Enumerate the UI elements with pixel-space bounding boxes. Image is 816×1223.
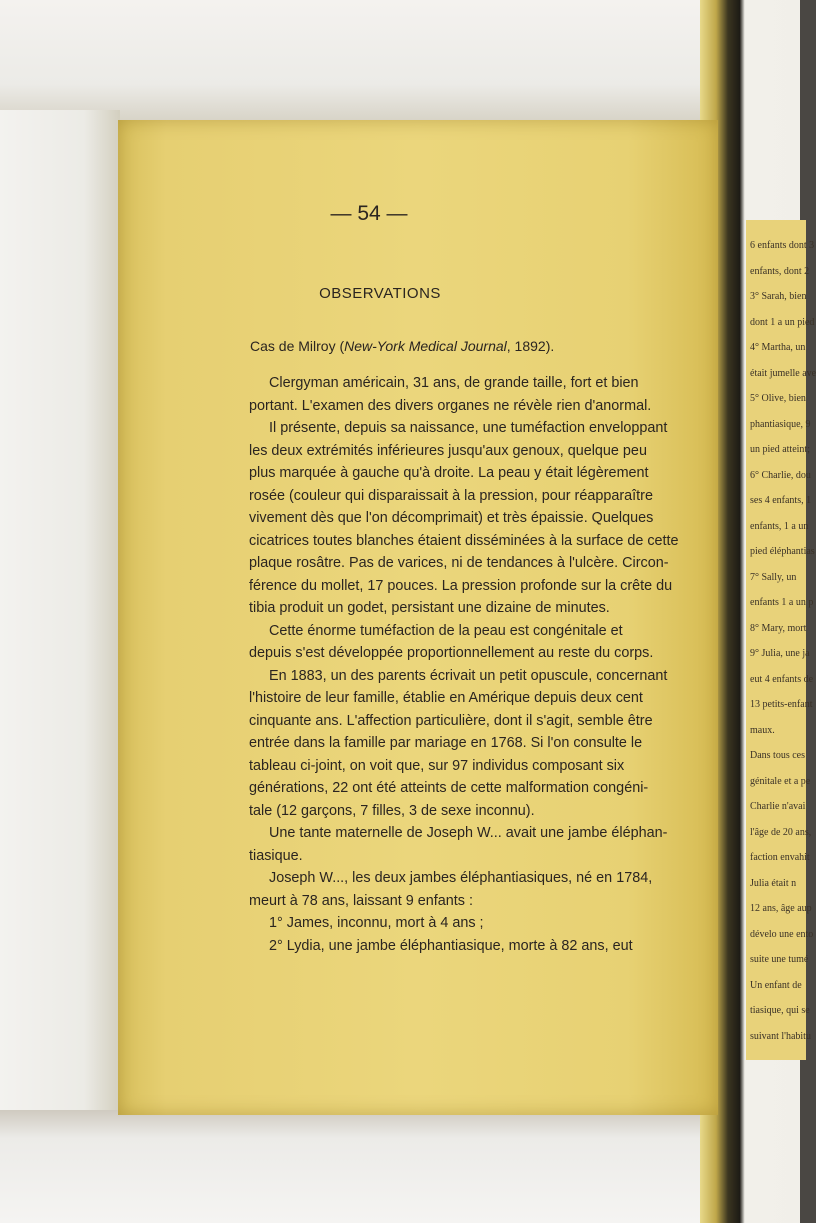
facing-text-line: Charlie n'avai — [750, 801, 806, 812]
photo-background-bottom — [0, 1110, 740, 1223]
paragraph — [249, 912, 701, 935]
photo-background-left — [0, 110, 120, 1120]
paragraph — [249, 372, 701, 417]
facing-text-line: 6 enfants dont 3 — [750, 240, 815, 251]
text-line: les deux extrémités inférieures jusqu'aux genoux, quelque peu — [249, 442, 647, 459]
text-line: plus marquée à gauche qu'à droite. La peau y était légèrement — [249, 465, 649, 481]
text-line: portant. L'examen des divers organes ne révèle rien d'anormal. — [249, 397, 652, 414]
citation-prefix: Cas de Milroy ( — [250, 338, 345, 354]
facing-text-line: maux. — [750, 724, 775, 736]
facing-text-line: Julia était n — [750, 877, 797, 889]
paragraph — [249, 822, 701, 867]
facing-text-line: suivant l'habitu — [750, 1030, 811, 1042]
facing-text-line: 12 ans, âge aup — [750, 903, 812, 914]
facing-text-line: 9° Julia, une ja — [750, 648, 810, 659]
facing-text-line: faction envahit — [750, 852, 810, 863]
section-heading: OBSERVATIONS — [319, 285, 441, 302]
facing-text-line: enfants, dont 2 — [750, 265, 810, 277]
facing-text-line: 8° Mary, mort — [750, 622, 807, 634]
facing-text-line: 7° Sally, un — [750, 571, 797, 583]
text-line: 2° Lydia, une jambe éléphantiasique, morte à 82 ans, eut — [269, 937, 633, 954]
text-line: 1° James, inconnu, mort à 4 ans ; — [269, 915, 484, 931]
facing-text-line: pied éléphantias — [750, 546, 815, 557]
facing-text-line: 6° Charlie, dou — [750, 469, 811, 481]
facing-text-line: l'âge de 20 ans, — [750, 826, 812, 838]
text-line: Il présente, depuis sa naissance, une tuméfaction enveloppant — [269, 420, 668, 436]
text-line: générations, 22 ont été atteints de cette malformation congéni- — [249, 780, 649, 796]
text-line: Cette énorme tuméfaction de la peau est congénitale et — [269, 622, 623, 639]
body-text — [249, 372, 701, 957]
text-line: vivement dès que l'on décomprimait) et très épaissie. Quelques — [249, 510, 654, 526]
page-number: — 54 — — [330, 202, 408, 225]
facing-text-line: enfants, 1 a un — [750, 520, 809, 532]
text-line: cinquante ans. L'affection particulière, dont il s'agit, semble être — [249, 712, 653, 729]
text-line: depuis s'est développée proportionnellement au reste du corps. — [249, 645, 654, 661]
text-line: entrée dans la famille par mariage en 1768. Si l'on consulte le — [249, 735, 643, 751]
text-line: tibia produit un godet, persistant une dizaine de minutes. — [249, 600, 610, 616]
text-line: En 1883, un des parents écrivait un petit opuscule, concernant — [269, 667, 668, 684]
text-line: rosée (couleur qui disparaissait à la pression, pour réapparaître — [249, 487, 653, 504]
facing-text-line: était jumelle ave — [750, 367, 816, 379]
text-line: tiasique. — [249, 847, 303, 864]
facing-text-line: 4° Martha, un — [750, 342, 806, 353]
facing-text-line: Dans tous ces — [750, 750, 805, 761]
facing-text-line: 3° Sarah, bien — [750, 291, 807, 302]
text-line: meurt à 78 ans, laissant 9 enfants : — [249, 892, 473, 909]
text-line: cicatrices toutes blanches étaient disséminées à la surface de cette — [249, 532, 679, 549]
facing-text-line: un pied atteint; — [750, 444, 810, 455]
text-line: férence du mollet, 17 pouces. La pression profonde sur la crête du — [249, 577, 673, 594]
text-line: Clergyman américain, 31 ans, de grande taille, fort et bien — [269, 375, 639, 391]
case-citation — [250, 338, 690, 354]
facing-text-line: 13 petits-enfant — [750, 699, 813, 710]
facing-text-line: dévelo une ento — [750, 928, 814, 940]
facing-text-line: eut 4 enfants de — [750, 673, 814, 685]
facing-text-line: génitale et a pe — [750, 775, 811, 787]
text-line: l'histoire de leur famille, établie en Amérique depuis deux cent — [249, 690, 643, 706]
paragraph — [249, 867, 701, 912]
facing-page-edge — [740, 0, 816, 1223]
facing-text-line: Un enfant de — [750, 979, 802, 991]
text-line: Une tante maternelle de Joseph W... avait une jambe éléphan- — [269, 825, 668, 841]
paragraph — [249, 417, 701, 620]
facing-text-line: 5° Olive, bien — [750, 393, 806, 404]
paragraph — [249, 665, 701, 823]
text-line: tale (12 garçons, 7 filles, 3 de sexe inconnu). — [249, 802, 535, 819]
facing-text-line: ses 4 enfants, 1 — [750, 495, 812, 506]
citation-suffix: , 1892). — [506, 338, 555, 354]
text-line: Joseph W..., les deux jambes éléphantiasiques, né en 1784, — [269, 870, 653, 886]
facing-text-line: dont 1 a un pied — [750, 316, 815, 328]
text-line: plaque rosâtre. Pas de varices, ni de tendances à l'ulcère. Circon- — [249, 555, 669, 571]
journal-title: New-York Medical Journal — [344, 338, 507, 354]
paragraph — [249, 935, 701, 958]
facing-text-line: tiasique, qui se — [750, 1005, 810, 1016]
facing-text-line: phantiasique, 9 — [750, 418, 811, 430]
paragraph — [249, 620, 701, 665]
photo-background-top — [0, 0, 740, 120]
facing-text-line: enfants 1 a un p — [750, 597, 814, 608]
facing-text-line: suite une tumé — [750, 954, 809, 965]
text-line: tableau ci-joint, on voit que, sur 97 individus composant six — [249, 757, 625, 774]
